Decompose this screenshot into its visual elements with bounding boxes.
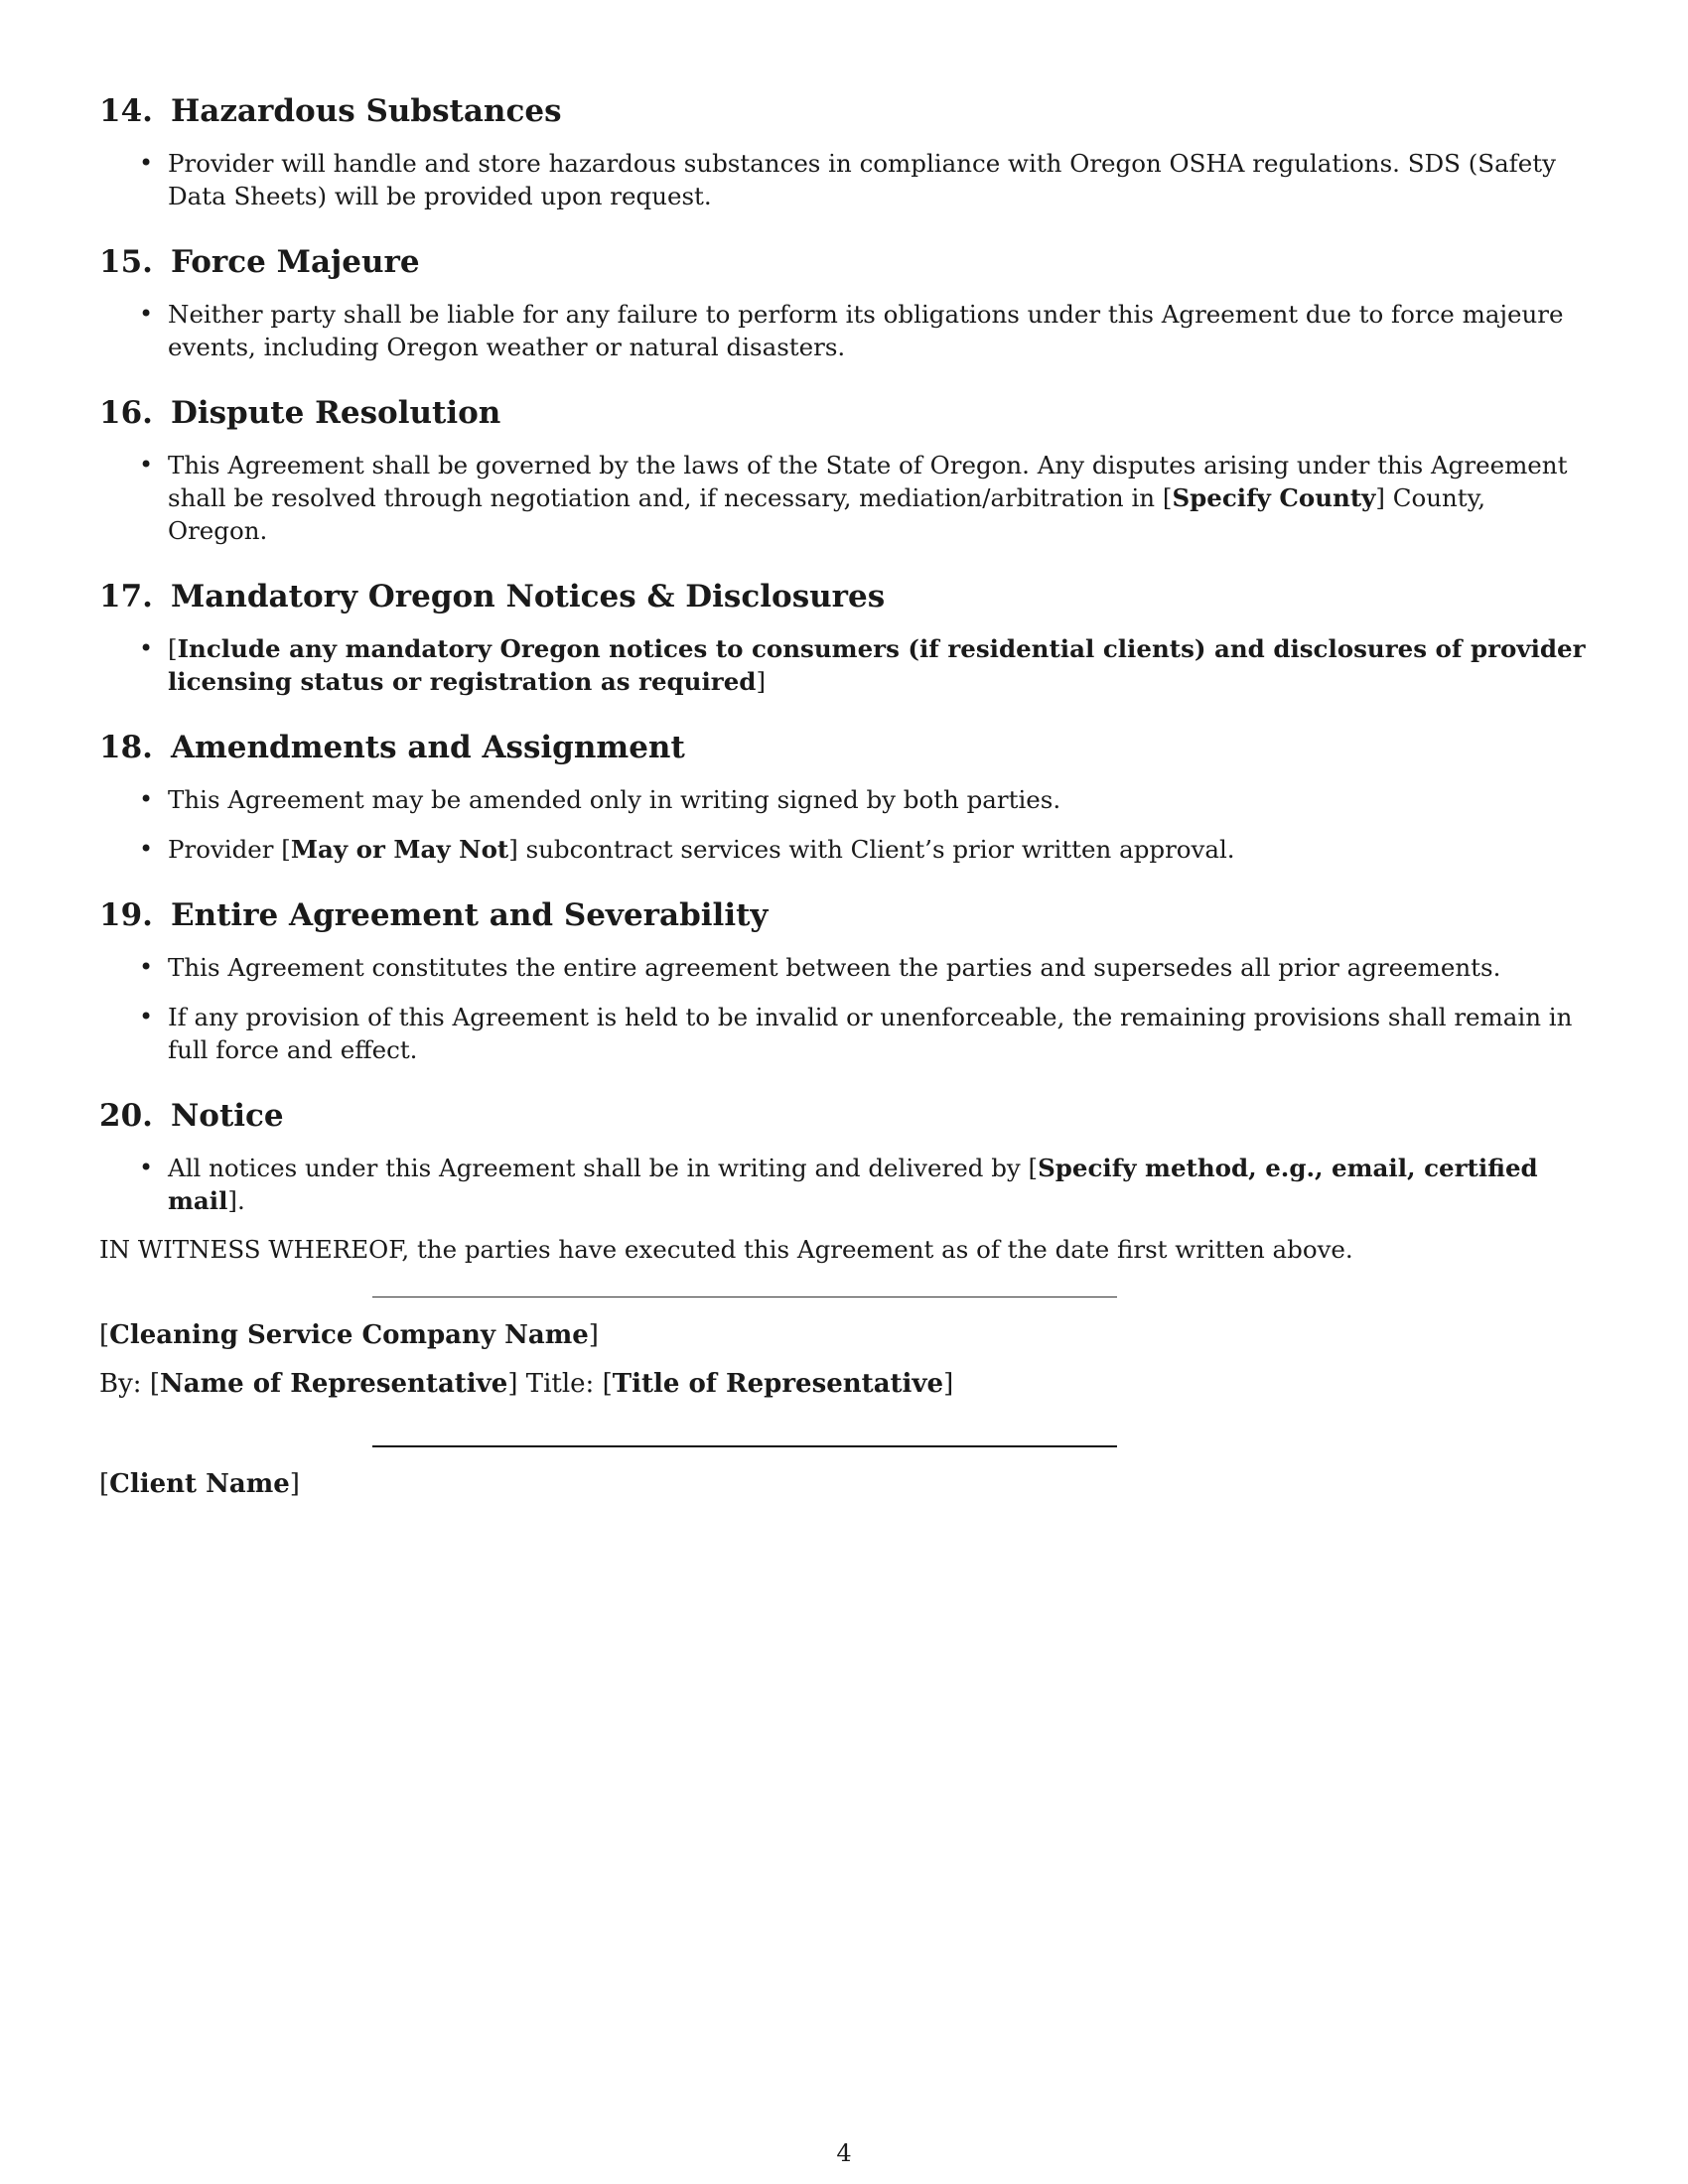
bullet-icon: • (139, 953, 154, 981)
item-text: Provider will handle and store hazardous substances in compliance with Oregon OSHA regulations. SDS (Safety Data Sheets) will be provided upon request. (168, 149, 1556, 210)
page-number: 4 (836, 2139, 852, 2167)
bullet-icon: • (139, 835, 154, 863)
section-number: 18. (99, 730, 153, 765)
section-heading (99, 895, 1589, 935)
bullet-icon: • (139, 451, 154, 478)
item-text: If any provision of this Agreement is held to be invalid or unenforceable, the remaining provisions shall remain in full force and effect. (168, 1003, 1573, 1064)
section-17 (99, 577, 1589, 698)
section-14 (99, 91, 1589, 212)
bullet-list (99, 449, 1589, 547)
bullet-icon: • (139, 1154, 154, 1181)
section-number: 20. (99, 1098, 153, 1134)
bullet-icon: • (139, 149, 154, 177)
item-text: Neither party shall be liable for any failure to perform its obligations under this Agreement due to force majeure events, including Oregon weather or natural disasters. (168, 300, 1564, 361)
section-number: 14. (99, 93, 153, 129)
section-number: 17. (99, 579, 153, 614)
client-bracket-close: ] (289, 1469, 300, 1499)
client-name-line (99, 1467, 300, 1501)
bullet-list (99, 951, 1589, 1066)
bullet-list (99, 147, 1589, 212)
representative-line (99, 1367, 953, 1401)
item-text: This Agreement constitutes the entire agreement between the parties and supersedes all prior agreements. (168, 953, 1501, 982)
section-number: 16. (99, 395, 153, 431)
section-title: Hazardous Substances (170, 93, 562, 129)
section-20 (99, 1096, 1589, 1217)
client-signature-line (372, 1445, 1117, 1447)
company-name-line (99, 1318, 599, 1352)
bullet-icon: • (139, 785, 154, 813)
placeholder-text: May or May Not (290, 835, 509, 864)
bullet-list (99, 632, 1589, 698)
title-bracket-open: [ (602, 1369, 613, 1399)
item-text: This Agreement shall be governed by the laws of the State of Oregon. Any disputes arising under this Agreement shall be resolved through negotiation and, if necessary, mediation/arbitration in [ (168, 451, 1568, 512)
representative-name: Name of Representative (159, 1369, 508, 1399)
section-number: 19. (99, 897, 153, 933)
company-bracket-close: ] (588, 1320, 599, 1350)
section-19 (99, 895, 1589, 1066)
company-bracket-open: [ (99, 1320, 110, 1350)
client-name: Client Name (109, 1469, 290, 1499)
list-item (99, 147, 1589, 212)
section-15 (99, 242, 1589, 363)
section-heading (99, 91, 1589, 131)
section-heading (99, 1096, 1589, 1136)
section-title: Notice (170, 1098, 284, 1134)
section-heading (99, 242, 1589, 282)
document-body (99, 91, 1589, 1266)
bullet-list (99, 1152, 1589, 1217)
item-text: Provider [ (168, 835, 291, 864)
list-item (99, 449, 1589, 547)
section-title: Amendments and Assignment (170, 730, 685, 765)
item-text: This Agreement may be amended only in writing signed by both parties. (168, 785, 1061, 814)
item-text: [ (168, 634, 178, 663)
item-text: ]. (227, 1186, 245, 1215)
list-item (99, 951, 1589, 984)
representative-title: Title of Representative (612, 1369, 944, 1399)
rep-bracket-open: [ (149, 1369, 160, 1399)
bullet-icon: • (139, 300, 154, 328)
client-bracket-open: [ (99, 1469, 110, 1499)
title-bracket-close: ] (943, 1369, 954, 1399)
bullet-icon: • (139, 634, 154, 662)
bullet-icon: • (139, 1003, 154, 1030)
item-text: ] subcontract services with Client’s prior written approval. (508, 835, 1235, 864)
list-item (99, 298, 1589, 363)
list-item (99, 1001, 1589, 1066)
section-heading (99, 393, 1589, 433)
by-label: By: (99, 1369, 150, 1399)
item-text: All notices under this Agreement shall be in writing and delivered by [ (168, 1154, 1039, 1182)
section-number: 15. (99, 244, 153, 280)
placeholder-text: Include any mandatory Oregon notices to consumers (if residential clients) and disclosures of provider licensing status or registration as required (168, 634, 1586, 696)
section-16 (99, 393, 1589, 547)
section-18 (99, 728, 1589, 866)
section-title: Dispute Resolution (170, 395, 501, 431)
bullet-list (99, 783, 1589, 866)
rep-bracket-close: ] (507, 1369, 518, 1399)
section-title: Entire Agreement and Severability (170, 897, 769, 933)
item-text: ] County, Oregon. (168, 483, 1486, 545)
placeholder-text: Specify County (1172, 483, 1376, 512)
placeholder-text: Specify method, e.g., email, certified mail (168, 1154, 1538, 1215)
list-item (99, 1152, 1589, 1217)
company-name: Cleaning Service Company Name (109, 1320, 589, 1350)
list-item (99, 833, 1589, 866)
section-heading (99, 728, 1589, 767)
bullet-list (99, 298, 1589, 363)
list-item (99, 783, 1589, 816)
list-item (99, 632, 1589, 698)
witness-statement: IN WITNESS WHEREOF, the parties have executed this Agreement as of the date first written above. (99, 1235, 1353, 1264)
section-heading (99, 577, 1589, 616)
item-text: ] (756, 667, 766, 696)
section-title: Mandatory Oregon Notices & Disclosures (170, 579, 886, 614)
section-title: Force Majeure (170, 244, 420, 280)
title-label: Title: (517, 1369, 603, 1399)
